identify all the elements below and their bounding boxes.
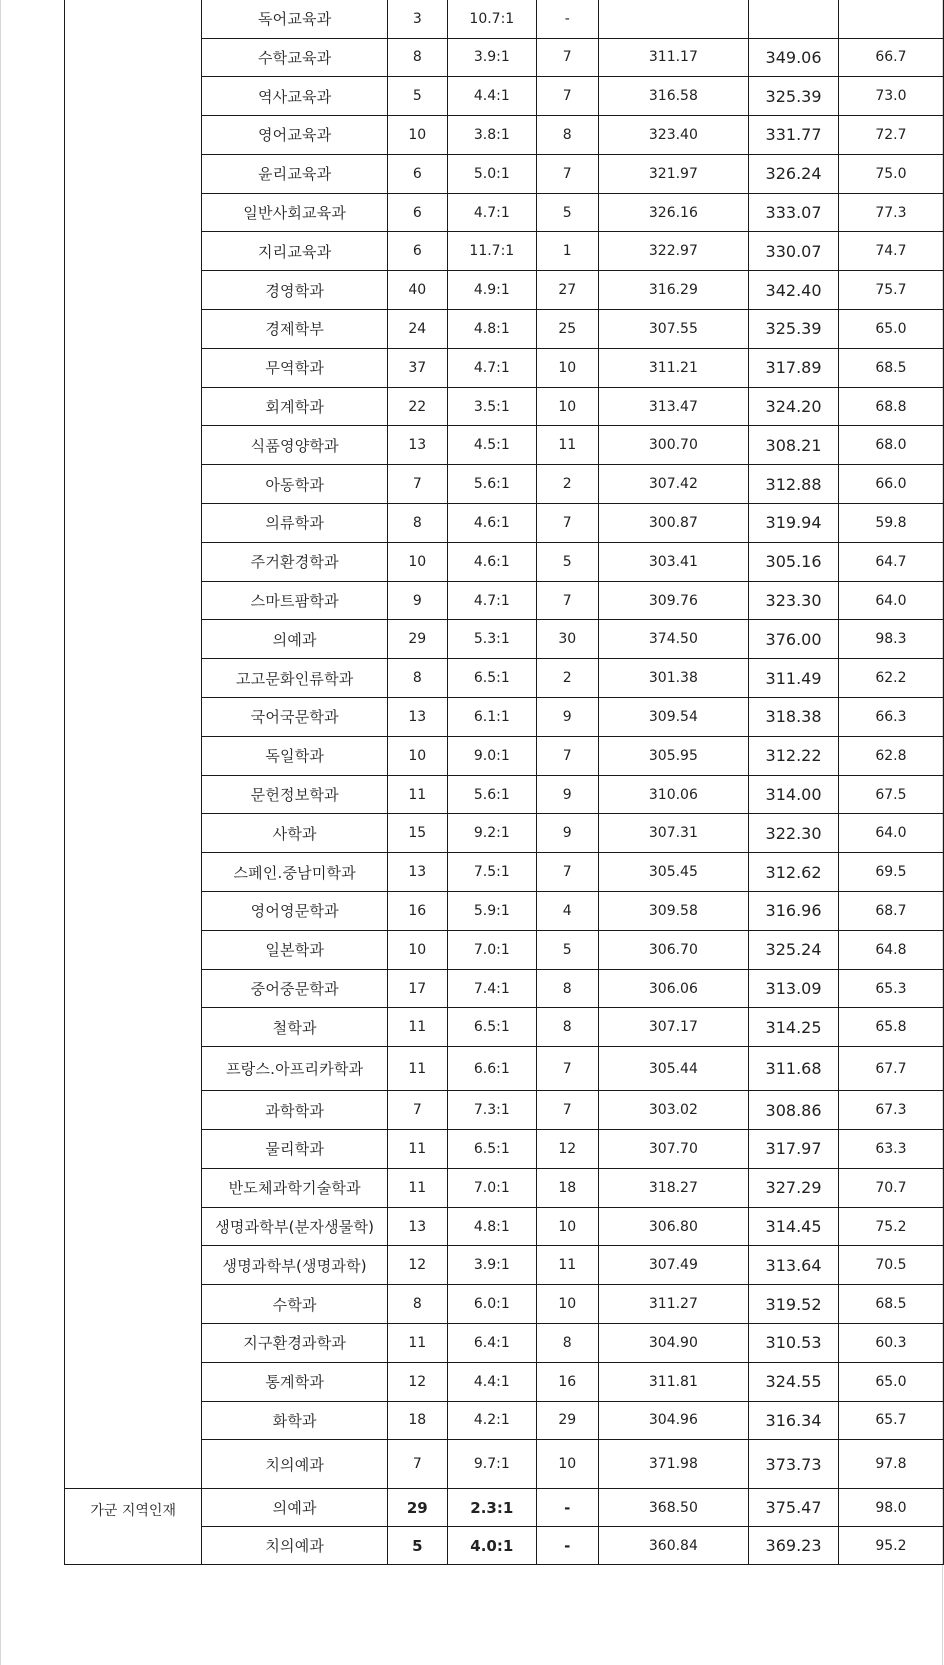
department-cell: 중어중문학과 — [202, 969, 388, 1008]
department-cell: 생명과학부(생명과학) — [202, 1246, 388, 1285]
value-cell-s2: 311.49 — [749, 659, 839, 698]
value-cell-quota: 29 — [388, 1489, 448, 1527]
department-cell: 독일학과 — [202, 736, 388, 775]
value-cell-ratio: 5.0:1 — [447, 154, 536, 193]
department-cell: 국어국문학과 — [202, 698, 388, 737]
value-cell-s3: 77.3 — [838, 193, 943, 232]
value-cell-s3: 66.7 — [838, 38, 943, 77]
value-cell-add: 7 — [537, 38, 598, 77]
department-cell: 철학과 — [202, 1008, 388, 1047]
value-cell-s2: 313.64 — [749, 1246, 839, 1285]
department-cell: 생명과학부(분자생물학) — [202, 1207, 388, 1246]
value-cell-s1: 321.97 — [598, 154, 749, 193]
value-cell-s2: 305.16 — [749, 542, 839, 581]
value-cell-quota: 13 — [388, 853, 448, 892]
value-cell-add: 2 — [537, 465, 598, 504]
department-cell: 반도체과학기술학과 — [202, 1168, 388, 1207]
value-cell-add: 18 — [537, 1168, 598, 1207]
value-cell-ratio: 6.5:1 — [447, 1130, 536, 1169]
value-cell-ratio: 6.6:1 — [447, 1047, 536, 1091]
value-cell-quota: 13 — [388, 1207, 448, 1246]
value-cell-s3: 66.3 — [838, 698, 943, 737]
value-cell-add: 5 — [537, 930, 598, 969]
value-cell-s2: 312.88 — [749, 465, 839, 504]
value-cell-s3: 68.8 — [838, 387, 943, 426]
value-cell-quota: 18 — [388, 1401, 448, 1440]
value-cell-s2: 349.06 — [749, 38, 839, 77]
value-cell-quota: 12 — [388, 1246, 448, 1285]
value-cell-add: 7 — [537, 154, 598, 193]
value-cell-add: 7 — [537, 1091, 598, 1130]
value-cell-ratio: 5.6:1 — [447, 465, 536, 504]
value-cell-s2: 325.39 — [749, 77, 839, 116]
value-cell-add: 7 — [537, 853, 598, 892]
value-cell-quota: 11 — [388, 1130, 448, 1169]
value-cell-s3: 68.7 — [838, 892, 943, 931]
value-cell-add: 25 — [537, 310, 598, 349]
value-cell-quota: 8 — [388, 504, 448, 543]
value-cell-s2: 376.00 — [749, 620, 839, 659]
value-cell-ratio: 4.4:1 — [447, 77, 536, 116]
table-row — [65, 0, 944, 38]
table-body — [65, 0, 944, 1565]
value-cell-s2: 324.55 — [749, 1362, 839, 1401]
value-cell-ratio: 4.6:1 — [447, 504, 536, 543]
value-cell-add: 16 — [537, 1362, 598, 1401]
value-cell-ratio: 4.7:1 — [447, 581, 536, 620]
value-cell-s3: 62.8 — [838, 736, 943, 775]
value-cell-s3: 69.5 — [838, 853, 943, 892]
value-cell-add: 11 — [537, 426, 598, 465]
value-cell-add: - — [537, 1527, 598, 1565]
value-cell-quota: 40 — [388, 271, 448, 310]
value-cell-s2: 312.22 — [749, 736, 839, 775]
department-cell: 무역학과 — [202, 348, 388, 387]
department-cell: 스마트팜학과 — [202, 581, 388, 620]
value-cell-s3 — [838, 0, 943, 38]
department-cell: 일반사회교육과 — [202, 193, 388, 232]
value-cell-s3: 67.5 — [838, 775, 943, 814]
value-cell-add: 7 — [537, 736, 598, 775]
value-cell-ratio: 11.7:1 — [447, 232, 536, 271]
value-cell-add: 5 — [537, 542, 598, 581]
value-cell-s3: 64.0 — [838, 814, 943, 853]
value-cell-add: 2 — [537, 659, 598, 698]
value-cell-s3: 98.3 — [838, 620, 943, 659]
department-cell: 주거환경학과 — [202, 542, 388, 581]
value-cell-s1: 309.76 — [598, 581, 749, 620]
value-cell-s3: 73.0 — [838, 77, 943, 116]
department-cell: 물리학과 — [202, 1130, 388, 1169]
value-cell-quota: 3 — [388, 0, 448, 38]
value-cell-s1: 306.70 — [598, 930, 749, 969]
group-label-cell — [65, 0, 202, 1489]
value-cell-s1: 374.50 — [598, 620, 749, 659]
value-cell-s3: 95.2 — [838, 1527, 943, 1565]
value-cell-add: 11 — [537, 1246, 598, 1285]
department-cell: 지리교육과 — [202, 232, 388, 271]
value-cell-add: 9 — [537, 814, 598, 853]
department-cell: 지구환경과학과 — [202, 1324, 388, 1363]
value-cell-s1: 318.27 — [598, 1168, 749, 1207]
department-cell: 윤리교육과 — [202, 154, 388, 193]
value-cell-s2: 333.07 — [749, 193, 839, 232]
value-cell-s2: 319.94 — [749, 504, 839, 543]
value-cell-ratio: 4.6:1 — [447, 542, 536, 581]
value-cell-s1: 309.54 — [598, 698, 749, 737]
department-cell: 치의예과 — [202, 1440, 388, 1489]
department-cell: 영어영문학과 — [202, 892, 388, 931]
value-cell-add: 7 — [537, 1047, 598, 1091]
value-cell-quota: 6 — [388, 232, 448, 271]
value-cell-ratio: 4.2:1 — [447, 1401, 536, 1440]
value-cell-ratio: 5.9:1 — [447, 892, 536, 931]
value-cell-s2 — [749, 0, 839, 38]
value-cell-s2: 324.20 — [749, 387, 839, 426]
value-cell-s2: 326.24 — [749, 154, 839, 193]
value-cell-add: 7 — [537, 77, 598, 116]
value-cell-s3: 59.8 — [838, 504, 943, 543]
value-cell-s1: 305.95 — [598, 736, 749, 775]
value-cell-add: 27 — [537, 271, 598, 310]
value-cell-add: 10 — [537, 1440, 598, 1489]
value-cell-s1: 307.31 — [598, 814, 749, 853]
value-cell-ratio: 5.6:1 — [447, 775, 536, 814]
value-cell-s2: 319.52 — [749, 1285, 839, 1324]
value-cell-add: 8 — [537, 116, 598, 155]
value-cell-s3: 70.5 — [838, 1246, 943, 1285]
department-cell: 의류학과 — [202, 504, 388, 543]
department-cell: 영어교육과 — [202, 116, 388, 155]
value-cell-s2: 325.24 — [749, 930, 839, 969]
value-cell-s1: 301.38 — [598, 659, 749, 698]
value-cell-s2: 314.00 — [749, 775, 839, 814]
value-cell-s1: 316.29 — [598, 271, 749, 310]
value-cell-ratio: 4.7:1 — [447, 193, 536, 232]
value-cell-s2: 318.38 — [749, 698, 839, 737]
value-cell-quota: 22 — [388, 387, 448, 426]
value-cell-ratio: 3.5:1 — [447, 387, 536, 426]
value-cell-s2: 308.86 — [749, 1091, 839, 1130]
department-cell: 역사교육과 — [202, 77, 388, 116]
department-cell: 스페인.중남미학과 — [202, 853, 388, 892]
value-cell-s3: 75.0 — [838, 154, 943, 193]
value-cell-ratio: 7.0:1 — [447, 930, 536, 969]
value-cell-s1: 313.47 — [598, 387, 749, 426]
value-cell-quota: 10 — [388, 116, 448, 155]
value-cell-s1: 311.27 — [598, 1285, 749, 1324]
value-cell-s3: 68.0 — [838, 426, 943, 465]
value-cell-quota: 8 — [388, 38, 448, 77]
value-cell-add: 7 — [537, 581, 598, 620]
value-cell-s3: 67.7 — [838, 1047, 943, 1091]
value-cell-s1: 360.84 — [598, 1527, 749, 1565]
value-cell-add: 29 — [537, 1401, 598, 1440]
value-cell-s3: 67.3 — [838, 1091, 943, 1130]
value-cell-add: 10 — [537, 387, 598, 426]
value-cell-quota: 6 — [388, 193, 448, 232]
value-cell-s1: 307.42 — [598, 465, 749, 504]
value-cell-ratio: 3.9:1 — [447, 1246, 536, 1285]
value-cell-s3: 63.3 — [838, 1130, 943, 1169]
value-cell-ratio: 4.7:1 — [447, 348, 536, 387]
value-cell-ratio: 9.0:1 — [447, 736, 536, 775]
value-cell-s2: 375.47 — [749, 1489, 839, 1527]
value-cell-s1: 311.17 — [598, 38, 749, 77]
value-cell-ratio: 5.3:1 — [447, 620, 536, 659]
department-cell: 사학과 — [202, 814, 388, 853]
value-cell-s2: 331.77 — [749, 116, 839, 155]
value-cell-ratio: 3.9:1 — [447, 38, 536, 77]
value-cell-quota: 8 — [388, 659, 448, 698]
value-cell-ratio: 6.0:1 — [447, 1285, 536, 1324]
value-cell-s2: 313.09 — [749, 969, 839, 1008]
value-cell-ratio: 7.4:1 — [447, 969, 536, 1008]
value-cell-quota: 15 — [388, 814, 448, 853]
value-cell-ratio: 9.7:1 — [447, 1440, 536, 1489]
department-cell: 경영학과 — [202, 271, 388, 310]
value-cell-s3: 98.0 — [838, 1489, 943, 1527]
value-cell-s3: 60.3 — [838, 1324, 943, 1363]
value-cell-quota: 29 — [388, 620, 448, 659]
department-cell: 의예과 — [202, 1489, 388, 1527]
value-cell-ratio: 4.8:1 — [447, 1207, 536, 1246]
value-cell-ratio: 4.9:1 — [447, 271, 536, 310]
value-cell-s2: 314.45 — [749, 1207, 839, 1246]
department-cell: 수학과 — [202, 1285, 388, 1324]
value-cell-s2: 369.23 — [749, 1527, 839, 1565]
value-cell-s2: 316.34 — [749, 1401, 839, 1440]
value-cell-ratio: 6.1:1 — [447, 698, 536, 737]
value-cell-quota: 10 — [388, 736, 448, 775]
table-row — [65, 1489, 944, 1527]
value-cell-s1: 309.58 — [598, 892, 749, 931]
value-cell-s1: 304.96 — [598, 1401, 749, 1440]
value-cell-s1: 307.49 — [598, 1246, 749, 1285]
value-cell-s3: 68.5 — [838, 348, 943, 387]
value-cell-s1: 307.17 — [598, 1008, 749, 1047]
department-cell: 경제학부 — [202, 310, 388, 349]
value-cell-ratio: 4.0:1 — [447, 1527, 536, 1565]
value-cell-s3: 97.8 — [838, 1440, 943, 1489]
department-cell: 의예과 — [202, 620, 388, 659]
value-cell-ratio: 4.5:1 — [447, 426, 536, 465]
value-cell-s1: 304.90 — [598, 1324, 749, 1363]
value-cell-s2: 330.07 — [749, 232, 839, 271]
value-cell-s2: 317.97 — [749, 1130, 839, 1169]
value-cell-s2: 327.29 — [749, 1168, 839, 1207]
value-cell-quota: 10 — [388, 930, 448, 969]
value-cell-s3: 64.0 — [838, 581, 943, 620]
value-cell-s1: 310.06 — [598, 775, 749, 814]
value-cell-s3: 65.8 — [838, 1008, 943, 1047]
value-cell-s1: 305.45 — [598, 853, 749, 892]
value-cell-s3: 74.7 — [838, 232, 943, 271]
value-cell-s3: 64.8 — [838, 930, 943, 969]
value-cell-quota: 11 — [388, 1047, 448, 1091]
value-cell-quota: 12 — [388, 1362, 448, 1401]
value-cell-s1: 316.58 — [598, 77, 749, 116]
value-cell-quota: 10 — [388, 542, 448, 581]
value-cell-add: 10 — [537, 348, 598, 387]
admissions-results-table — [64, 0, 944, 1565]
department-cell: 수학교육과 — [202, 38, 388, 77]
value-cell-s1: 326.16 — [598, 193, 749, 232]
value-cell-s1: 307.55 — [598, 310, 749, 349]
value-cell-s3: 65.3 — [838, 969, 943, 1008]
value-cell-add: 7 — [537, 504, 598, 543]
department-cell: 일본학과 — [202, 930, 388, 969]
value-cell-s2: 316.96 — [749, 892, 839, 931]
value-cell-s1: 303.41 — [598, 542, 749, 581]
department-cell: 치의예과 — [202, 1527, 388, 1565]
value-cell-ratio: 4.8:1 — [447, 310, 536, 349]
department-cell: 프랑스.아프리카학과 — [202, 1047, 388, 1091]
value-cell-quota: 37 — [388, 348, 448, 387]
department-cell: 회계학과 — [202, 387, 388, 426]
value-cell-add: 9 — [537, 775, 598, 814]
value-cell-s2: 312.62 — [749, 853, 839, 892]
department-cell: 통계학과 — [202, 1362, 388, 1401]
value-cell-add: 9 — [537, 698, 598, 737]
department-cell: 문헌정보학과 — [202, 775, 388, 814]
value-cell-ratio: 6.5:1 — [447, 659, 536, 698]
value-cell-quota: 24 — [388, 310, 448, 349]
value-cell-add: - — [537, 0, 598, 38]
value-cell-s1: 311.21 — [598, 348, 749, 387]
value-cell-ratio: 6.5:1 — [447, 1008, 536, 1047]
value-cell-s2: 373.73 — [749, 1440, 839, 1489]
value-cell-s3: 70.7 — [838, 1168, 943, 1207]
value-cell-add: 1 — [537, 232, 598, 271]
value-cell-quota: 6 — [388, 154, 448, 193]
value-cell-quota: 11 — [388, 1008, 448, 1047]
value-cell-s3: 64.7 — [838, 542, 943, 581]
value-cell-s2: 308.21 — [749, 426, 839, 465]
value-cell-s1: 306.80 — [598, 1207, 749, 1246]
value-cell-s2: 310.53 — [749, 1324, 839, 1363]
value-cell-s1: 306.06 — [598, 969, 749, 1008]
value-cell-s3: 65.0 — [838, 310, 943, 349]
value-cell-ratio: 7.3:1 — [447, 1091, 536, 1130]
department-cell: 고고문화인류학과 — [202, 659, 388, 698]
value-cell-ratio: 4.4:1 — [447, 1362, 536, 1401]
value-cell-s1: 322.97 — [598, 232, 749, 271]
value-cell-s3: 66.0 — [838, 465, 943, 504]
value-cell-ratio: 7.0:1 — [447, 1168, 536, 1207]
value-cell-add: - — [537, 1489, 598, 1527]
value-cell-ratio: 7.5:1 — [447, 853, 536, 892]
value-cell-ratio: 6.4:1 — [447, 1324, 536, 1363]
department-cell: 식품영양학과 — [202, 426, 388, 465]
value-cell-s2: 314.25 — [749, 1008, 839, 1047]
department-cell: 아동학과 — [202, 465, 388, 504]
value-cell-quota: 9 — [388, 581, 448, 620]
value-cell-s3: 62.2 — [838, 659, 943, 698]
value-cell-add: 8 — [537, 1008, 598, 1047]
value-cell-s3: 68.5 — [838, 1285, 943, 1324]
value-cell-s1: 303.02 — [598, 1091, 749, 1130]
value-cell-s1: 305.44 — [598, 1047, 749, 1091]
value-cell-quota: 13 — [388, 698, 448, 737]
value-cell-quota: 7 — [388, 465, 448, 504]
value-cell-quota: 8 — [388, 1285, 448, 1324]
value-cell-s3: 65.7 — [838, 1401, 943, 1440]
value-cell-s1: 368.50 — [598, 1489, 749, 1527]
value-cell-ratio: 9.2:1 — [447, 814, 536, 853]
department-cell: 독어교육과 — [202, 0, 388, 38]
left-border-line — [0, 0, 1, 1665]
value-cell-s2: 317.89 — [749, 348, 839, 387]
value-cell-s3: 75.2 — [838, 1207, 943, 1246]
value-cell-ratio: 2.3:1 — [447, 1489, 536, 1527]
value-cell-s3: 65.0 — [838, 1362, 943, 1401]
value-cell-add: 4 — [537, 892, 598, 931]
value-cell-s1: 300.70 — [598, 426, 749, 465]
value-cell-add: 5 — [537, 193, 598, 232]
value-cell-ratio: 3.8:1 — [447, 116, 536, 155]
department-cell: 과학학과 — [202, 1091, 388, 1130]
value-cell-s1: 300.87 — [598, 504, 749, 543]
value-cell-quota: 7 — [388, 1091, 448, 1130]
value-cell-add: 12 — [537, 1130, 598, 1169]
value-cell-quota: 13 — [388, 426, 448, 465]
value-cell-quota: 7 — [388, 1440, 448, 1489]
value-cell-ratio: 10.7:1 — [447, 0, 536, 38]
value-cell-quota: 16 — [388, 892, 448, 931]
value-cell-quota: 11 — [388, 1324, 448, 1363]
department-cell: 화학과 — [202, 1401, 388, 1440]
value-cell-add: 30 — [537, 620, 598, 659]
value-cell-quota: 11 — [388, 1168, 448, 1207]
value-cell-quota: 5 — [388, 77, 448, 116]
value-cell-s1: 323.40 — [598, 116, 749, 155]
value-cell-s1: 311.81 — [598, 1362, 749, 1401]
value-cell-quota: 5 — [388, 1527, 448, 1565]
value-cell-s1: 307.70 — [598, 1130, 749, 1169]
value-cell-s1 — [598, 0, 749, 38]
value-cell-s1: 371.98 — [598, 1440, 749, 1489]
value-cell-s3: 75.7 — [838, 271, 943, 310]
value-cell-add: 10 — [537, 1285, 598, 1324]
value-cell-add: 8 — [537, 1324, 598, 1363]
group-label-cell: 가군 지역인재 — [65, 1489, 202, 1565]
value-cell-s2: 322.30 — [749, 814, 839, 853]
value-cell-s2: 311.68 — [749, 1047, 839, 1091]
value-cell-add: 10 — [537, 1207, 598, 1246]
value-cell-s2: 323.30 — [749, 581, 839, 620]
value-cell-s3: 72.7 — [838, 116, 943, 155]
value-cell-s2: 325.39 — [749, 310, 839, 349]
value-cell-quota: 17 — [388, 969, 448, 1008]
value-cell-add: 8 — [537, 969, 598, 1008]
value-cell-s2: 342.40 — [749, 271, 839, 310]
value-cell-quota: 11 — [388, 775, 448, 814]
